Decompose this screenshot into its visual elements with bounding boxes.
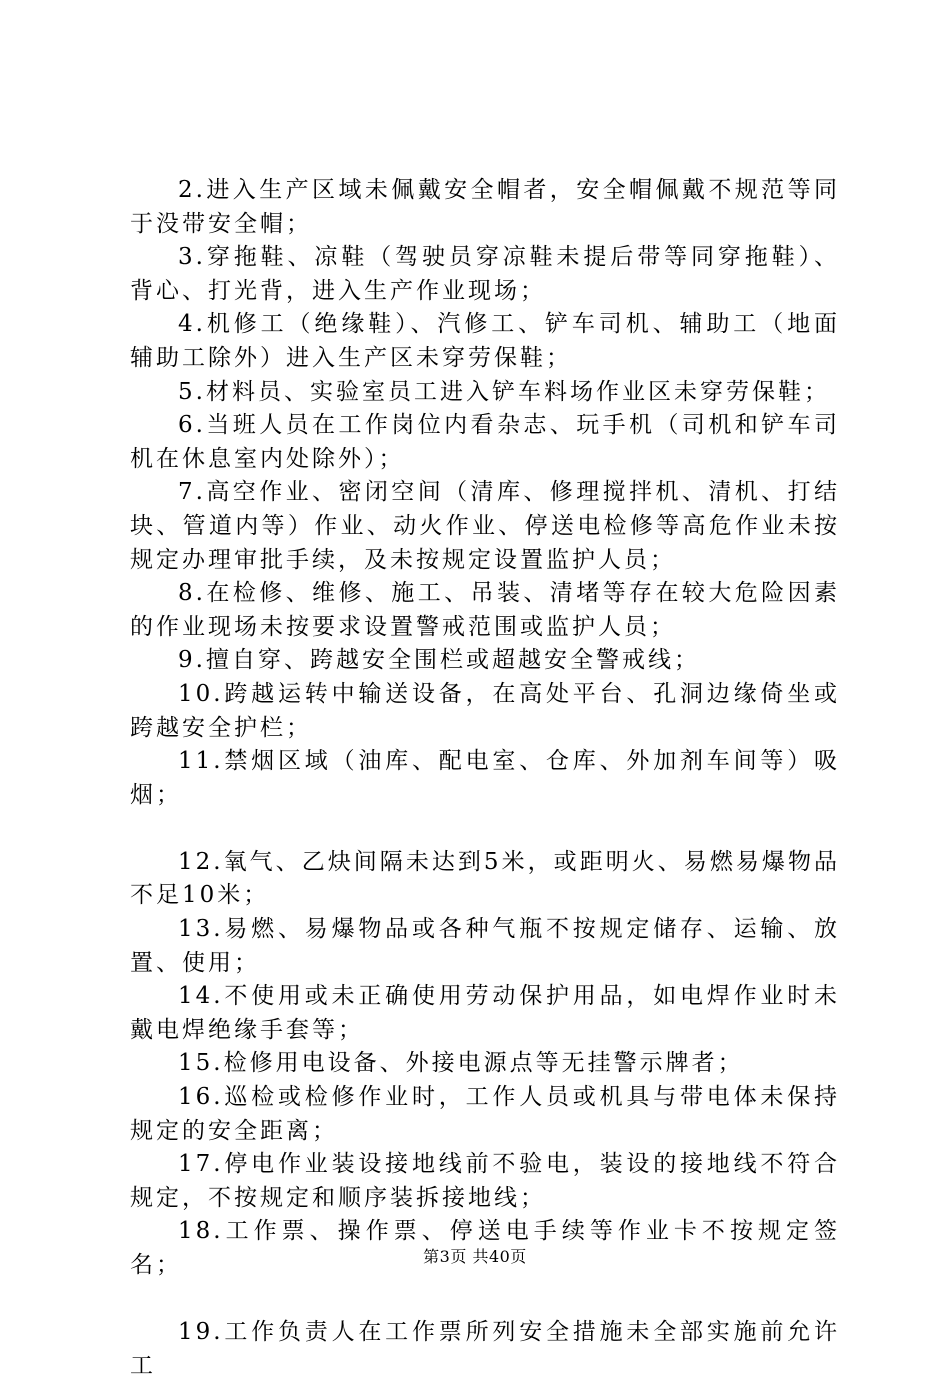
list-item: 10.跨越运转中输送设备，在高处平台、孔洞边缘倚坐或跨越安全护栏； bbox=[130, 680, 840, 741]
list-item: 4.机修工（绝缘鞋）、汽修工、铲车司机、辅助工（地面辅助工除外）进入生产区未穿劳保鞋； bbox=[130, 311, 840, 371]
list-item: 2.进入生产区域未佩戴安全帽者，安全帽佩戴不规范等同于没带安全帽； bbox=[130, 177, 840, 237]
blank-line bbox=[130, 812, 840, 846]
list-item: 12.氧气、乙炔间隔未达到5米，或距明火、易燃易爆物品不足10米； bbox=[130, 848, 840, 909]
list-item: 15.检修用电设备、外接电源点等无挂警示牌者； bbox=[178, 1050, 744, 1077]
list-item: 3.穿拖鞋、凉鞋（驾驶员穿凉鞋未提后带等同穿拖鞋）、背心、打光背，进入生产作业现场； bbox=[130, 244, 840, 304]
blank-line bbox=[130, 1283, 840, 1317]
list-item: 11.禁烟区域（油库、配电室、仓库、外加剂车间等）吸烟； bbox=[130, 748, 840, 808]
list-item: 6.当班人员在工作岗位内看杂志、玩手机（司机和铲车司机在休息室内处除外）； bbox=[130, 412, 840, 472]
list-item: 18.工作票、操作票、停送电手续等作业卡不按规定签名； bbox=[130, 1218, 840, 1278]
list-item: 19.工作负责人在工作票所列安全措施未全部实施前允许工 bbox=[130, 1319, 840, 1379]
page-number: 第3页 共40页 bbox=[423, 1247, 527, 1266]
list-item: 17.停电作业装设接地线前不验电，装设的接地线不符合规定，不按规定和顺序装拆接地线； bbox=[130, 1151, 840, 1211]
list-item: 5.材料员、实验室员工进入铲车料场作业区未穿劳保鞋； bbox=[178, 378, 830, 405]
list-item: 7.高空作业、密闭空间（清库、修理搅拌机、清机、打结块、管道内等）作业、动火作业、停送电检修等高危作业未按规定办理审批手续，及未按规定设置监护人员； bbox=[130, 479, 840, 573]
list-item: 13.易燃、易爆物品或各种气瓶不按规定储存、运输、放置、使用； bbox=[130, 916, 840, 976]
list-item: 14.不使用或未正确使用劳动保护用品，如电焊作业时未戴电焊绝缘手套等； bbox=[130, 983, 840, 1043]
list-item: 16.巡检或检修作业时，工作人员或机具与带电体未保持规定的安全距离； bbox=[130, 1084, 840, 1144]
list-item: 9.擅自穿、跨越安全围栏或超越安全警戒线； bbox=[178, 647, 700, 674]
document-body bbox=[130, 174, 840, 1383]
list-item: 8.在检修、维修、施工、吊装、清堵等存在较大危险因素的作业现场未按要求设置警戒范围或监护人员； bbox=[130, 580, 840, 640]
